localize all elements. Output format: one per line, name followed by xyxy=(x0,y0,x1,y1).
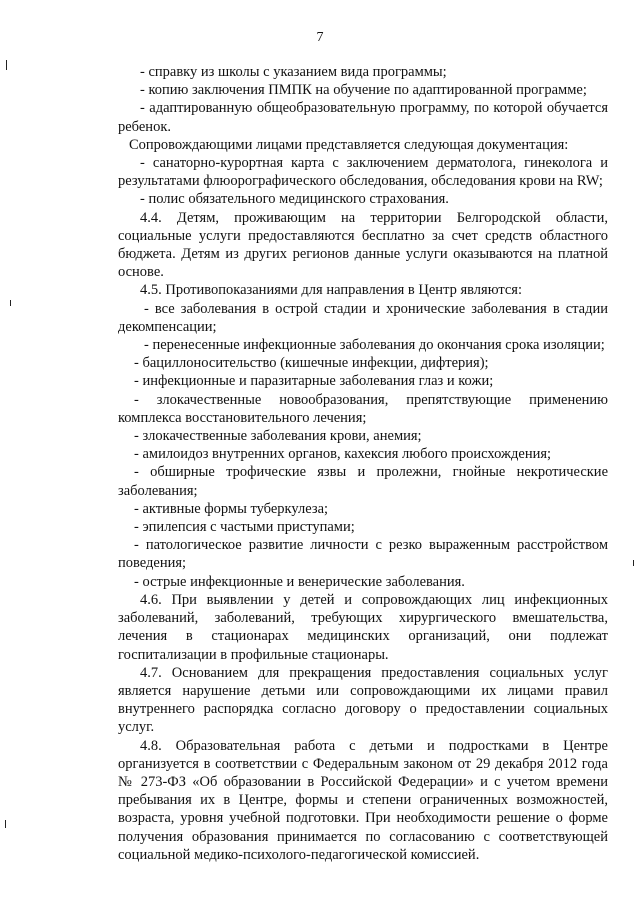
paragraph-4-6: 4.6. При выявлении у детей и сопровождающих лиц инфекционных заболеваний, заболеваний, требующих хирургического вмешательства, лечения в стационарах медицинских организаций, они подлежат госпитализации в профильные стационары. xyxy=(118,591,608,663)
list-item-school-certificate: - справку из школы с указанием вида программы; xyxy=(140,64,447,80)
list-item-neoplasms: - злокачественные новообразования, препятствующие применению комплекса восстановительного лечения; xyxy=(118,391,608,426)
paragraph-escort-docs-intro: Сопровождающими лицами представляется следующая документация: xyxy=(129,136,569,153)
scan-edge-mark xyxy=(6,60,7,70)
list-item-infectious-isolation: - перенесенные инфекционные заболевания до окончания срока изоляции; xyxy=(144,337,605,354)
scan-edge-mark xyxy=(5,820,6,828)
list-item-sanatorium-card: - санаторно-курортная карта с заключением дерматолога, гинеколога и результатами флюорографического обследования, обследования крови на RW; xyxy=(118,155,608,190)
list-item-personality-disorder: - патологическое развитие личности с резко выраженным расстройством поведения; xyxy=(118,537,608,572)
scan-edge-mark xyxy=(633,560,634,566)
document-body xyxy=(118,63,608,864)
list-item-blood-diseases: - злокачественные заболевания крови, анемия; xyxy=(134,428,422,445)
paragraph-4-5: 4.5. Противопоказаниями для направления в Центр являются: xyxy=(140,282,522,299)
paragraph-4-7: 4.7. Основанием для прекращения предоставления социальных услуг является нарушение детьми или сопровождающими их лицами правил внутреннего распорядка согласно договору о предоставлении социальных услуг. xyxy=(118,664,608,736)
page-number: 7 xyxy=(316,30,324,45)
list-item-pmpk-conclusion: - копию заключения ПМПК на обучение по адаптированной программе; xyxy=(140,82,587,99)
list-item-amyloidosis: - амилоидоз внутренних органов, кахексия любого происхождения; xyxy=(134,446,552,463)
list-item-eye-skin-diseases: - инфекционные и паразитарные заболевания глаз и кожи; xyxy=(134,373,494,390)
scan-edge-mark xyxy=(10,300,11,306)
list-item-tuberculosis: - активные формы туберкулеза; xyxy=(134,500,329,517)
list-item-epilepsy: - эпилепсия с частыми приступами; xyxy=(134,519,355,536)
list-item-venereal-diseases: - острые инфекционные и венерические заболевания. xyxy=(134,573,465,590)
paragraph-4-8: 4.8. Образовательная работа с детьми и подростками в Центре организуется в соответствии с Федеральным законом от 29 декабря 2012 года № 273-ФЗ «Об образовании в Российской Федерации» и с учетом времени пребывания их в Центре, формы и степени ограниченных возможностей, возраста, уровня учебной подготовки. При необходимости решение о форме получения образования принимается по согласованию с соответствующей социальной медико-психолого-педагогической комиссией. xyxy=(118,737,608,863)
list-item-insurance-policy: - полис обязательного медицинского страхования. xyxy=(140,191,449,208)
list-item-bacillus-carrier: - бациллоносительство (кишечные инфекции, дифтерия); xyxy=(134,355,489,372)
paragraph-4-4: 4.4. Детям, проживающим на территории Белгородской области, социальные услуги предоставляются бесплатно за счет средств областного бюджета. Детям из других регионов данные услуги оказываются на платной основе. xyxy=(118,209,608,281)
list-item-adapted-program: - адаптированную общеобразовательную программу, по которой обучается ребенок. xyxy=(118,100,608,135)
list-item-acute-diseases: - все заболевания в острой стадии и хронические заболевания в стадии декомпенсации; xyxy=(118,300,608,335)
list-item-trophic-ulcers: - обширные трофические язвы и пролежни, гнойные некротические заболевания; xyxy=(118,464,608,499)
